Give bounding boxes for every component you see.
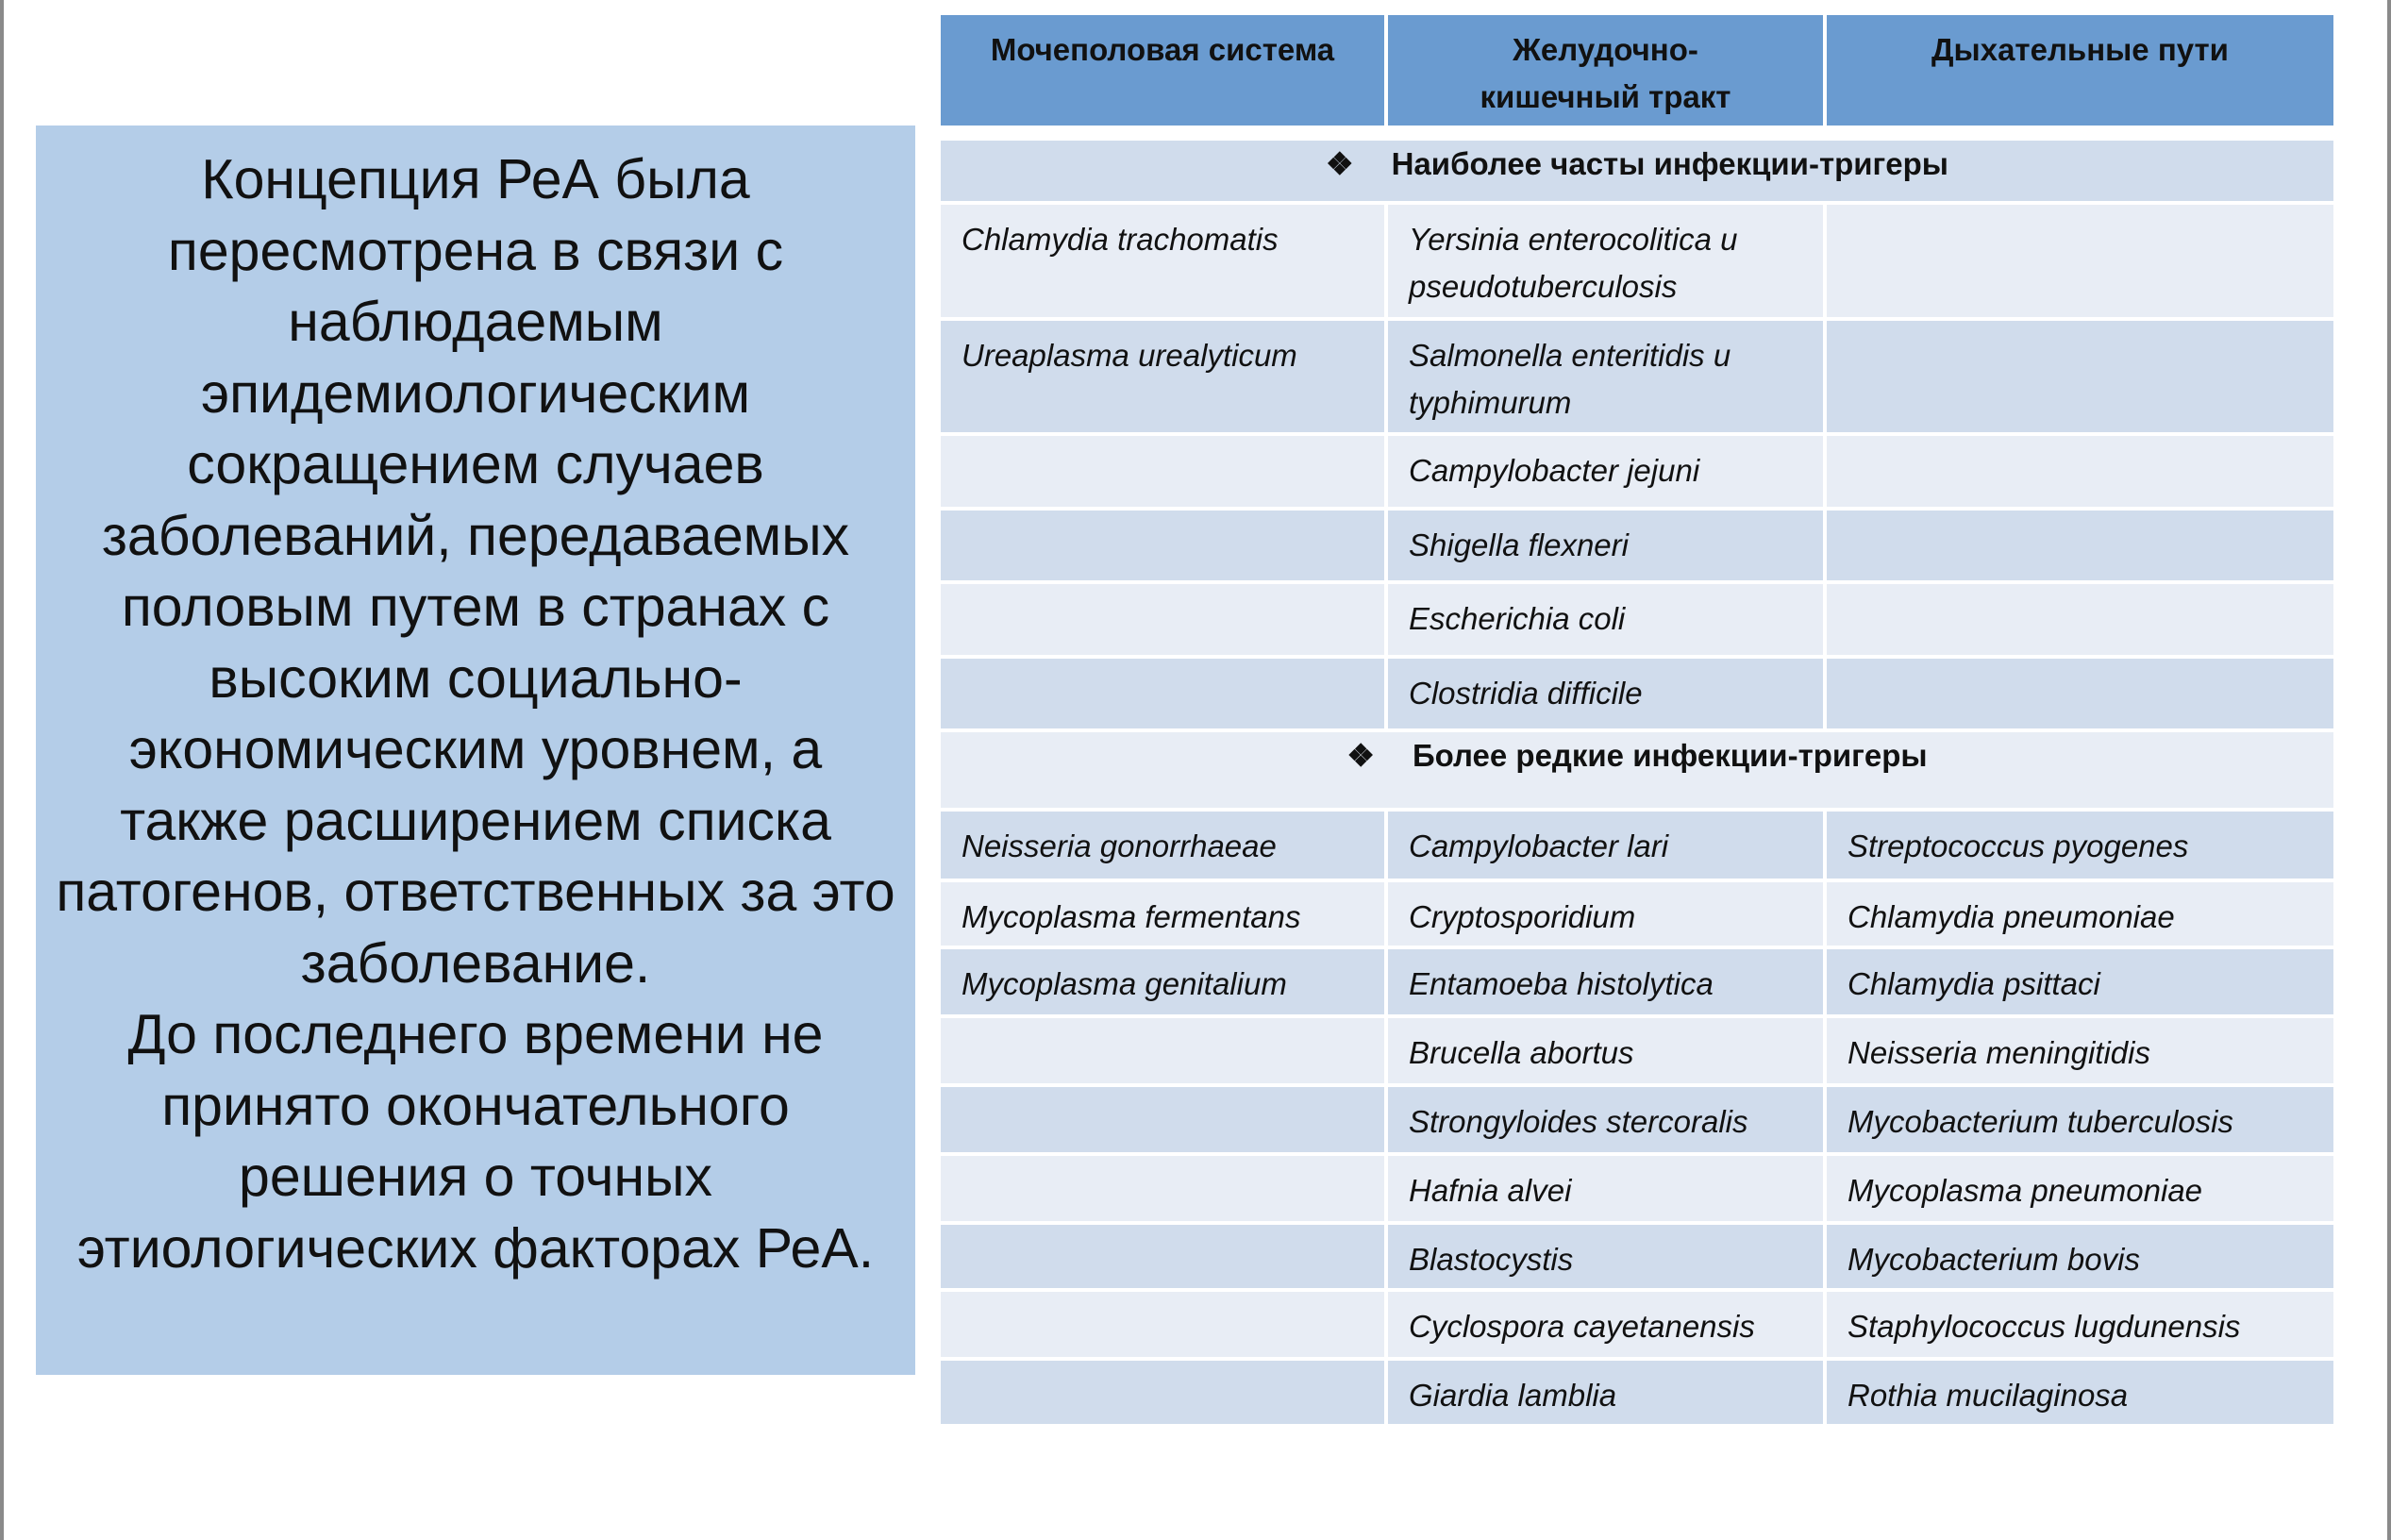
table-row — [941, 321, 2333, 436]
respiratory-cell: Rothia mucilaginosa — [1827, 1361, 2333, 1428]
gastrointestinal-cell: Campylobacter jejuni — [1388, 436, 1827, 511]
diamond-bullet-icon: ❖ — [1346, 738, 1375, 773]
gastrointestinal-cell: Cryptosporidium — [1388, 882, 1827, 949]
section-row — [941, 732, 2333, 812]
respiratory-cell: Streptococcus pyogenes — [1827, 812, 2333, 882]
gastrointestinal-cell: Blastocystis — [1388, 1225, 1827, 1292]
table-header-row — [941, 15, 2333, 129]
spacer-row — [941, 129, 2333, 141]
table-row — [941, 812, 2333, 882]
concept-text-box — [36, 126, 915, 1375]
genitourinary-cell: Mycoplasma fermentans — [941, 882, 1388, 949]
genitourinary-cell — [941, 1156, 1388, 1225]
genitourinary-cell: Mycoplasma genitalium — [941, 949, 1388, 1018]
gastrointestinal-cell: Entamoeba histolytica — [1388, 949, 1827, 1018]
trigger-infections-table — [941, 15, 2333, 1428]
genitourinary-cell: Chlamydia trachomatis — [941, 205, 1388, 321]
diamond-bullet-icon: ❖ — [1326, 146, 1354, 181]
respiratory-cell: Mycoplasma pneumoniae — [1827, 1156, 2333, 1225]
table-row — [941, 205, 2333, 321]
genitourinary-cell — [941, 659, 1388, 732]
genitourinary-cell — [941, 1292, 1388, 1361]
genitourinary-cell — [941, 511, 1388, 584]
concept-paragraph-1: Концепция РеА была пересмотрена в связи с наблюдаемым эпидемиологическим сокращением случаев заболеваний, передаваемых половым путем в странах с высоким социально-экономическим уровнем, а также расширением списка патогенов, ответственных за это заболевание. — [56, 148, 895, 995]
spacer-cell — [941, 129, 2333, 141]
gastrointestinal-cell: Yersinia enterocolitica u pseudotuberculosis — [1388, 205, 1827, 321]
gastrointestinal-cell: Campylobacter lari — [1388, 812, 1827, 882]
table-row — [941, 1018, 2333, 1087]
respiratory-cell: Mycobacterium bovis — [1827, 1225, 2333, 1292]
table-row — [941, 511, 2333, 584]
genitourinary-cell — [941, 1018, 1388, 1087]
header-gastrointestinal: Желудочно-кишечный тракт — [1388, 15, 1827, 129]
header-genitourinary: Мочеполовая система — [941, 15, 1388, 129]
genitourinary-cell — [941, 436, 1388, 511]
gastrointestinal-cell: Shigella flexneri — [1388, 511, 1827, 584]
table-row — [941, 584, 2333, 659]
table-row — [941, 882, 2333, 949]
gastrointestinal-cell: Cyclospora cayetanensis — [1388, 1292, 1827, 1361]
window-edge-right — [2387, 0, 2391, 1540]
gastrointestinal-cell: Salmonella enteritidis u typhimurum — [1388, 321, 1827, 436]
respiratory-cell — [1827, 436, 2333, 511]
table-row — [941, 949, 2333, 1018]
respiratory-cell: Chlamydia psittaci — [1827, 949, 2333, 1018]
table-row — [941, 1361, 2333, 1428]
gastrointestinal-cell: Strongyloides stercoralis — [1388, 1087, 1827, 1156]
genitourinary-cell — [941, 1361, 1388, 1428]
respiratory-cell — [1827, 205, 2333, 321]
section-title-cell — [941, 732, 2333, 812]
respiratory-cell — [1827, 659, 2333, 732]
window-edge-left — [0, 0, 4, 1540]
section-row — [941, 141, 2333, 205]
genitourinary-cell: Neisseria gonorrhaeae — [941, 812, 1388, 882]
respiratory-cell — [1827, 584, 2333, 659]
genitourinary-cell: Ureaplasma urealyticum — [941, 321, 1388, 436]
section-title: Наиболее часты инфекции-тригеры — [1391, 146, 1948, 181]
respiratory-cell: Neisseria meningitidis — [1827, 1018, 2333, 1087]
section-title: Более редкие инфекции-тригеры — [1412, 738, 1928, 773]
genitourinary-cell — [941, 1087, 1388, 1156]
gastrointestinal-cell: Escherichia coli — [1388, 584, 1827, 659]
table-row — [941, 1156, 2333, 1225]
gastrointestinal-cell: Giardia lamblia — [1388, 1361, 1827, 1428]
respiratory-cell — [1827, 511, 2333, 584]
genitourinary-cell — [941, 584, 1388, 659]
table-row — [941, 436, 2333, 511]
respiratory-cell: Chlamydia pneumoniae — [1827, 882, 2333, 949]
respiratory-cell — [1827, 321, 2333, 436]
table-row — [941, 659, 2333, 732]
section-title-cell — [941, 141, 2333, 205]
respiratory-cell: Staphylococcus lugdunensis — [1827, 1292, 2333, 1361]
header-respiratory: Дыхательные пути — [1827, 15, 2333, 129]
genitourinary-cell — [941, 1225, 1388, 1292]
table-row — [941, 1225, 2333, 1292]
table-row — [941, 1292, 2333, 1361]
table-row — [941, 1087, 2333, 1156]
gastrointestinal-cell: Clostridia difficile — [1388, 659, 1827, 732]
respiratory-cell: Mycobacterium tuberculosis — [1827, 1087, 2333, 1156]
concept-paragraph-2: До последнего времени не принято окончательного решения о точных этиологических факторах РеА. — [76, 1003, 875, 1280]
gastrointestinal-cell: Brucella abortus — [1388, 1018, 1827, 1087]
gastrointestinal-cell: Hafnia alvei — [1388, 1156, 1827, 1225]
